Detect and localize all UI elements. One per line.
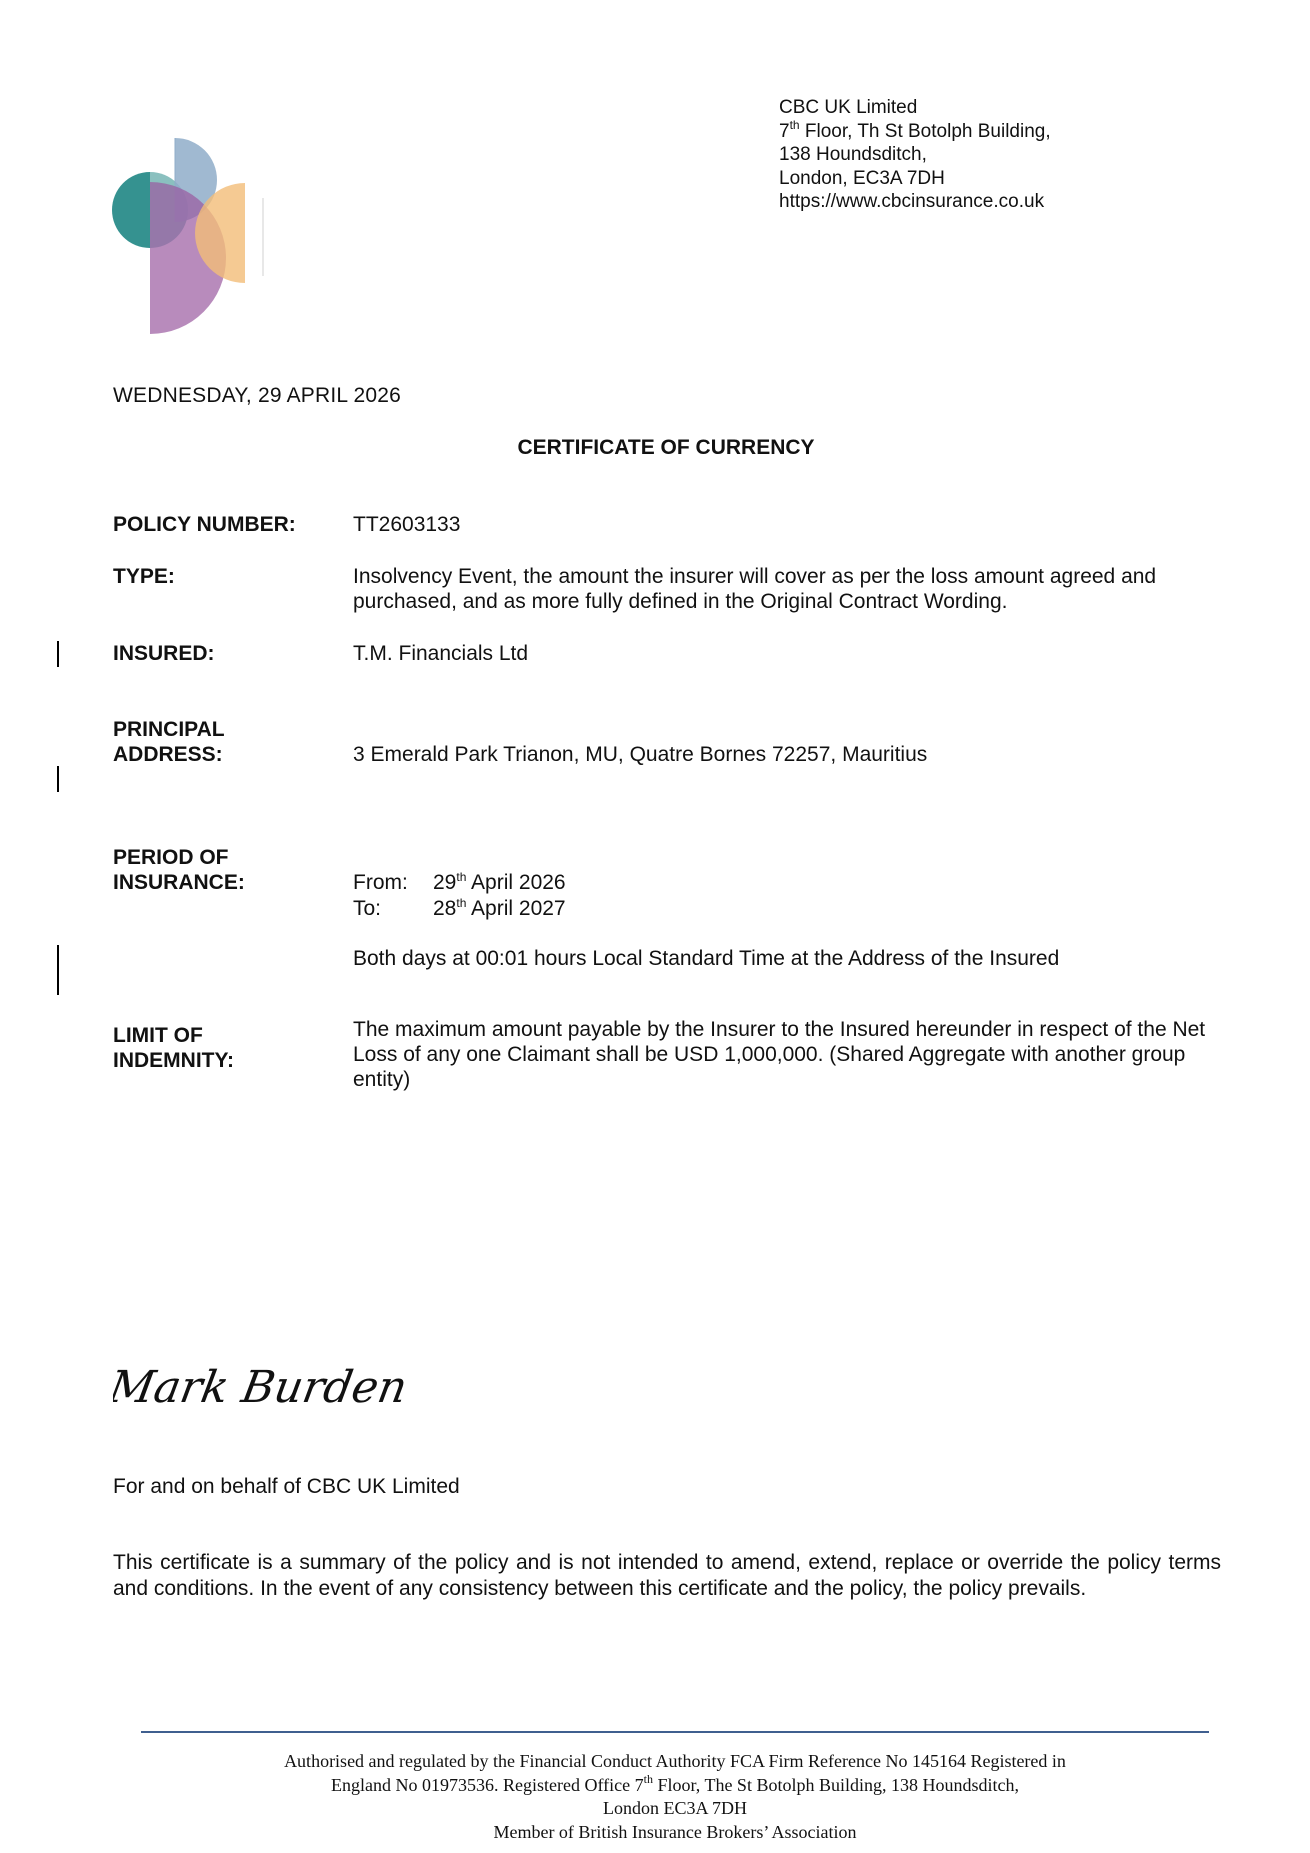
from-label: From: — [353, 871, 408, 894]
to-date: 28th April 2027 — [433, 896, 566, 920]
document-date: WEDNESDAY, 29 APRIL 2026 — [113, 384, 402, 407]
limit-label: LIMIT OF INDEMNITY: — [113, 1024, 234, 1072]
document-title: CERTIFICATE OF CURRENCY — [517, 436, 815, 459]
company-logo — [112, 138, 272, 338]
address-line-4: London, EC3A 7DH — [779, 167, 945, 189]
footer-line-3: London EC3A 7DH — [603, 1798, 747, 1818]
to-label: To: — [353, 897, 382, 920]
policy-number-value: TT2603133 — [353, 513, 461, 536]
footer-divider — [141, 1731, 1209, 1733]
period-label: PERIOD OF INSURANCE: — [113, 846, 245, 894]
insured-label: INSURED: — [113, 642, 215, 665]
insured-value: T.M. Financials Ltd — [353, 642, 529, 665]
policy-number-label: POLICY NUMBER: — [113, 513, 296, 536]
disclaimer-text: This certificate is a summary of the policy and is not intended to amend, extend, replace or override the policy terms and conditions. In the event of any consistency between this certificate and the policy, the policy prevails. — [113, 1551, 1221, 1600]
period-dates — [353, 870, 753, 921]
footer-line-2: England No 01973536. Registered Office 7th Floor, The St Botolph Building, 138 Houndsditch, — [331, 1771, 1019, 1795]
type-label: TYPE: — [113, 565, 175, 588]
signature-image — [113, 1356, 453, 1422]
revision-bar — [57, 641, 59, 667]
from-date: 29th April 2026 — [433, 870, 566, 894]
company-name: CBC UK Limited — [779, 97, 918, 118]
principal-address-label: PRINCIPAL ADDRESS: — [113, 718, 225, 766]
footer — [150, 1750, 1200, 1844]
company-website-link[interactable]: https://www.cbcinsurance.co.uk — [779, 191, 1045, 212]
svg-text:Mark Burden: Mark Burden — [113, 1362, 412, 1413]
limit-value: The maximum amount payable by the Insurer to the Insured hereunder in respect of the Net Loss of any one Claimant shall be USD 1,000,000. (Shared Aggregate with another group entity) — [353, 1018, 1206, 1091]
address-line-2: 7th Floor, Th St Botolph Building, — [779, 117, 1051, 142]
behalf-text: For and on behalf of CBC UK Limited — [113, 1475, 460, 1498]
time-note: Both days at 00:01 hours Local Standard Time at the Address of the Insured — [353, 947, 1060, 970]
type-value: Insolvency Event, the amount the insurer will cover as per the loss amount agreed and purchased, and as more fully defined in the Original Contract Wording. — [353, 565, 1157, 613]
principal-address-value: 3 Emerald Park Trianon, MU, Quatre Bornes 72257, Mauritius — [353, 743, 928, 766]
footer-line-4: Member of British Insurance Brokers’ Association — [493, 1821, 857, 1842]
footer-line-1: Authorised and regulated by the Financial Conduct Authority FCA Firm Reference No 145164 Registered in — [284, 1751, 1066, 1771]
address-line-3: 138 Houndsditch, — [779, 144, 927, 165]
revision-bar — [57, 766, 59, 792]
revision-bar — [57, 945, 59, 995]
company-address — [779, 96, 1051, 214]
